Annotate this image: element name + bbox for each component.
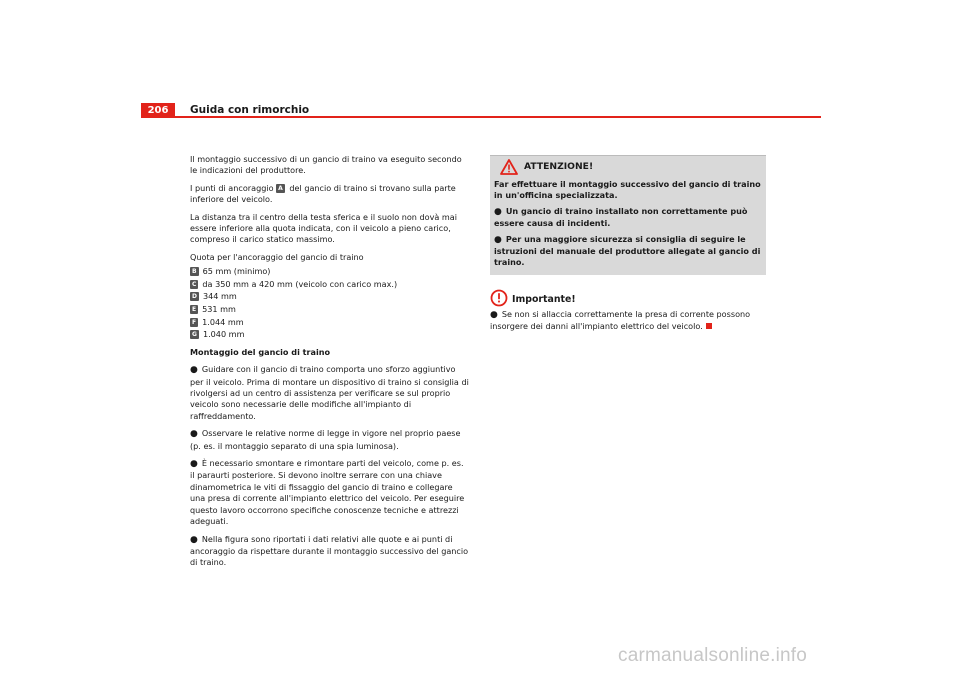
quota-text: 1.044 mm bbox=[202, 316, 244, 327]
list-item bbox=[190, 534, 470, 569]
quota-text: 65 mm (minimo) bbox=[202, 266, 271, 277]
callout-a: A bbox=[278, 184, 283, 192]
important-text: Se non si allaccia correttamente la presa di corrente possono insorgere dei danni all'impianto elettrico del veicolo. bbox=[490, 308, 751, 332]
quota-text: 531 mm bbox=[202, 304, 236, 315]
quota-heading: Quota per l'ancoraggio del gancio di traino bbox=[190, 251, 364, 262]
section-heading: Montaggio del gancio di traino bbox=[190, 346, 331, 357]
right-column bbox=[490, 155, 766, 341]
warning-intro: Far effettuare il montaggio successivo del gancio di traino in un'officina specializzata. bbox=[494, 179, 761, 201]
left-column bbox=[190, 154, 470, 575]
callout-f: F bbox=[192, 318, 197, 326]
warning-bullet-text: Un gancio di traino installato non correttamente può essere causa di incidenti. bbox=[494, 205, 748, 229]
bullet-icon: ● bbox=[494, 234, 502, 245]
list-item bbox=[190, 428, 470, 452]
header-rule bbox=[175, 116, 821, 118]
anchor-text-before: I punti di ancoraggio bbox=[190, 182, 274, 193]
important-header bbox=[490, 289, 766, 305]
anchor-text-after: del gancio di traino si trovano sulla parte inferiore del veicolo. bbox=[190, 182, 456, 205]
quota-list bbox=[190, 265, 470, 341]
end-square-icon bbox=[706, 323, 712, 329]
callout-e: E bbox=[192, 306, 197, 314]
list-item bbox=[190, 364, 470, 422]
bullet-icon: ● bbox=[490, 309, 498, 320]
important-body bbox=[490, 309, 766, 333]
warning-triangle-icon bbox=[500, 159, 518, 175]
quota-text: 1.040 mm bbox=[202, 329, 245, 340]
important-title: Importante! bbox=[512, 293, 576, 305]
distance-paragraph: La distanza tra il centro della testa sferica e il suolo non dovà mai essere inferiore alla quota indicata, con il veicolo a pieno carico, compreso il carico statico massimo. bbox=[190, 211, 458, 245]
callout-d: D bbox=[192, 293, 197, 301]
warning-title: ATTENZIONE! bbox=[524, 161, 594, 172]
callout-c: C bbox=[192, 280, 197, 288]
warning-box bbox=[490, 155, 766, 275]
quota-item bbox=[190, 265, 470, 278]
list-item bbox=[494, 234, 762, 269]
page-number: 206 bbox=[141, 103, 175, 118]
quota-text: 344 mm bbox=[202, 291, 237, 302]
intro-paragraph: Il montaggio successivo di un gancio di traino va eseguito secondo le indicazioni del produttore. bbox=[190, 154, 462, 176]
quota-item bbox=[190, 328, 470, 341]
bullet-text: È necessario smontare e rimontare parti del veicolo, come p. es. il paraurti posteriore. Si devono inoltre serrare con una chiave dinamometrica le viti di fissaggio del gancio di traino e collegare una presa di corrente all'impianto elettrico del veicolo. Per eseguire questo lavoro occorrono specifiche conoscenze tecniche e attrezzi adeguati. bbox=[190, 458, 465, 527]
anchor-paragraph bbox=[190, 183, 470, 206]
warning-body bbox=[490, 178, 766, 269]
callout-b: B bbox=[192, 268, 197, 276]
list-item bbox=[190, 458, 470, 527]
watermark: carmanualsonline.info bbox=[618, 645, 808, 666]
bullet-icon: ● bbox=[190, 429, 198, 440]
bullet-text: Guidare con il gancio di traino comporta uno sforzo aggiuntivo per il veicolo. Prima di montare un dispositivo di traino si consiglia di rivolgersi ad un centro di assistenza per verificare se sul proprio veicolo sono necessarie delle modifiche all'impianto di raffreddamento. bbox=[190, 364, 469, 421]
quota-item bbox=[190, 290, 470, 303]
bullet-icon: ● bbox=[190, 459, 198, 470]
bullet-icon: ● bbox=[190, 534, 198, 545]
bullet-text: Nella figura sono riportati i dati relativi alle quote e ai punti di ancoraggio da rispettare durante il montaggio successivo del gancio di traino. bbox=[190, 533, 469, 568]
list-item bbox=[494, 206, 762, 230]
quota-item bbox=[190, 278, 470, 291]
bullet-icon: ● bbox=[494, 206, 502, 217]
page-title: Guida con rimorchio bbox=[190, 104, 310, 116]
warning-header bbox=[490, 156, 766, 178]
quota-text: da 350 mm a 420 mm (veicolo con carico max.) bbox=[202, 278, 398, 289]
quota-item bbox=[190, 316, 470, 329]
bullet-text: Osservare le relative norme di legge in vigore nel proprio paese (p. es. il montaggio separato di una spia luminosa). bbox=[190, 428, 461, 451]
warning-bullet-text: Per una maggiore sicurezza si consiglia di seguire le istruzioni del manuale del produttore allegate al gancio di traino. bbox=[494, 233, 761, 268]
exclamation-circle-icon bbox=[490, 289, 508, 307]
callout-g: G bbox=[192, 331, 197, 339]
bullet-icon: ● bbox=[190, 365, 198, 376]
quota-item bbox=[190, 303, 470, 316]
